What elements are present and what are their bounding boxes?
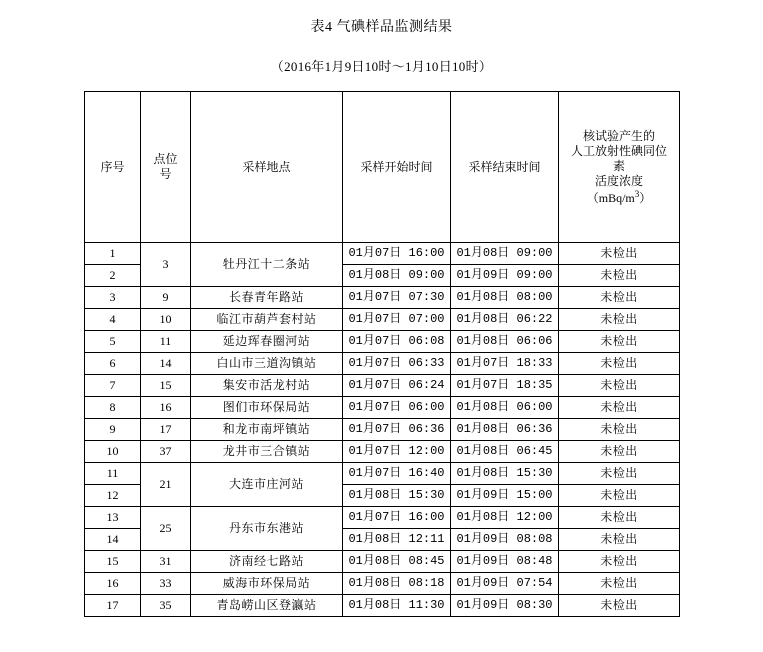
cell-site-no: 37 xyxy=(141,441,191,463)
column-header-isotope-activity xyxy=(559,92,680,243)
cell-result: 未检出 xyxy=(559,287,680,309)
cell-end-time: 01月09日 09:00 xyxy=(451,265,559,287)
cell-place: 延边珲春圈河站 xyxy=(191,331,343,353)
column-header-site-no-line1: 点位 xyxy=(153,152,178,166)
isotope-header-unit xyxy=(559,189,679,206)
column-header-site-no xyxy=(141,92,191,243)
cell-place: 丹东市东港站 xyxy=(191,507,343,551)
cell-place: 和龙市南坪镇站 xyxy=(191,419,343,441)
isotope-unit-prefix: （mBq/m xyxy=(586,190,635,205)
table-row xyxy=(85,595,680,617)
cell-place: 牡丹江十二条站 xyxy=(191,243,343,287)
column-header-site-no-line2: 号 xyxy=(159,167,172,181)
cell-end-time: 01月09日 07:54 xyxy=(451,573,559,595)
cell-end-time: 01月07日 18:33 xyxy=(451,353,559,375)
cell-site-no: 9 xyxy=(141,287,191,309)
table-row xyxy=(85,309,680,331)
cell-result: 未检出 xyxy=(559,595,680,617)
cell-result: 未检出 xyxy=(559,529,680,551)
cell-place: 青岛崂山区登瀛站 xyxy=(191,595,343,617)
cell-seq: 11 xyxy=(85,463,141,485)
cell-start-time: 01月07日 07:30 xyxy=(343,287,451,309)
cell-end-time: 01月08日 06:45 xyxy=(451,441,559,463)
column-header-end-time: 采样结束时间 xyxy=(451,92,559,243)
cell-place: 集安市活龙村站 xyxy=(191,375,343,397)
cell-start-time: 01月07日 06:33 xyxy=(343,353,451,375)
cell-site-no: 14 xyxy=(141,353,191,375)
cell-result: 未检出 xyxy=(559,573,680,595)
table-row xyxy=(85,397,680,419)
table-row xyxy=(85,551,680,573)
table-container xyxy=(0,91,763,617)
cell-start-time: 01月07日 07:00 xyxy=(343,309,451,331)
cell-result: 未检出 xyxy=(559,507,680,529)
page-subtitle: （2016年1月9日10时～1月10日10时） xyxy=(270,59,493,74)
cell-site-no: 35 xyxy=(141,595,191,617)
cell-result: 未检出 xyxy=(559,265,680,287)
table-body xyxy=(85,243,680,617)
cell-end-time: 01月09日 08:48 xyxy=(451,551,559,573)
cell-start-time: 01月08日 08:18 xyxy=(343,573,451,595)
cell-seq: 3 xyxy=(85,287,141,309)
cell-seq: 17 xyxy=(85,595,141,617)
cell-end-time: 01月08日 06:22 xyxy=(451,309,559,331)
cell-seq: 12 xyxy=(85,485,141,507)
cell-site-no: 15 xyxy=(141,375,191,397)
cell-start-time: 01月08日 12:11 xyxy=(343,529,451,551)
cell-result: 未检出 xyxy=(559,441,680,463)
cell-seq: 7 xyxy=(85,375,141,397)
column-header-seq: 序号 xyxy=(85,92,141,243)
cell-seq: 16 xyxy=(85,573,141,595)
cell-result: 未检出 xyxy=(559,485,680,507)
cell-seq: 9 xyxy=(85,419,141,441)
isotope-unit-exponent: 3 xyxy=(634,188,640,199)
cell-seq: 5 xyxy=(85,331,141,353)
cell-end-time: 01月09日 08:08 xyxy=(451,529,559,551)
isotope-header-line1: 核试验产生的 xyxy=(582,128,655,143)
page-title: 表4 气碘样品监测结果 xyxy=(310,20,453,35)
cell-seq: 13 xyxy=(85,507,141,529)
cell-end-time: 01月08日 09:00 xyxy=(451,243,559,265)
cell-site-no: 21 xyxy=(141,463,191,507)
cell-seq: 8 xyxy=(85,397,141,419)
cell-end-time: 01月08日 08:00 xyxy=(451,287,559,309)
cell-end-time: 01月09日 08:30 xyxy=(451,595,559,617)
cell-start-time: 01月08日 09:00 xyxy=(343,265,451,287)
cell-seq: 15 xyxy=(85,551,141,573)
cell-result: 未检出 xyxy=(559,331,680,353)
monitoring-results-table xyxy=(84,91,680,617)
cell-site-no: 16 xyxy=(141,397,191,419)
table-header xyxy=(85,92,680,243)
column-header-start-time: 采样开始时间 xyxy=(343,92,451,243)
cell-start-time: 01月07日 06:00 xyxy=(343,397,451,419)
cell-seq: 6 xyxy=(85,353,141,375)
cell-result: 未检出 xyxy=(559,463,680,485)
cell-end-time: 01月07日 18:35 xyxy=(451,375,559,397)
cell-result: 未检出 xyxy=(559,419,680,441)
isotope-unit-suffix: ） xyxy=(639,190,652,205)
table-row xyxy=(85,331,680,353)
table-row xyxy=(85,441,680,463)
cell-seq: 10 xyxy=(85,441,141,463)
cell-site-no: 3 xyxy=(141,243,191,287)
cell-seq: 4 xyxy=(85,309,141,331)
cell-start-time: 01月07日 16:00 xyxy=(343,507,451,529)
cell-place: 白山市三道沟镇站 xyxy=(191,353,343,375)
table-row xyxy=(85,243,680,265)
cell-seq: 14 xyxy=(85,529,141,551)
isotope-header-line3: 素 xyxy=(612,158,625,173)
cell-result: 未检出 xyxy=(559,397,680,419)
cell-start-time: 01月07日 06:24 xyxy=(343,375,451,397)
table-row xyxy=(85,419,680,441)
cell-site-no: 31 xyxy=(141,551,191,573)
table-row xyxy=(85,375,680,397)
document-page xyxy=(0,16,763,652)
isotope-header-line4: 活度浓度 xyxy=(594,173,643,188)
cell-end-time: 01月08日 06:00 xyxy=(451,397,559,419)
cell-place: 临江市葫芦套村站 xyxy=(191,309,343,331)
cell-end-time: 01月09日 15:00 xyxy=(451,485,559,507)
cell-start-time: 01月07日 16:40 xyxy=(343,463,451,485)
cell-start-time: 01月07日 16:00 xyxy=(343,243,451,265)
cell-start-time: 01月08日 08:45 xyxy=(343,551,451,573)
isotope-header-line2: 人工放射性碘同位 xyxy=(570,143,667,158)
table-row xyxy=(85,507,680,529)
column-header-place: 采样地点 xyxy=(191,92,343,243)
table-row xyxy=(85,353,680,375)
cell-result: 未检出 xyxy=(559,309,680,331)
cell-seq: 2 xyxy=(85,265,141,287)
cell-result: 未检出 xyxy=(559,551,680,573)
cell-place: 威海市环保局站 xyxy=(191,573,343,595)
table-row xyxy=(85,287,680,309)
cell-result: 未检出 xyxy=(559,243,680,265)
table-row xyxy=(85,573,680,595)
cell-start-time: 01月07日 06:36 xyxy=(343,419,451,441)
cell-place: 大连市庄河站 xyxy=(191,463,343,507)
cell-seq: 1 xyxy=(85,243,141,265)
cell-result: 未检出 xyxy=(559,375,680,397)
cell-end-time: 01月08日 15:30 xyxy=(451,463,559,485)
cell-place: 图们市环保局站 xyxy=(191,397,343,419)
cell-place: 龙井市三合镇站 xyxy=(191,441,343,463)
cell-result: 未检出 xyxy=(559,353,680,375)
cell-end-time: 01月08日 06:36 xyxy=(451,419,559,441)
cell-end-time: 01月08日 12:00 xyxy=(451,507,559,529)
cell-site-no: 10 xyxy=(141,309,191,331)
cell-start-time: 01月07日 12:00 xyxy=(343,441,451,463)
cell-start-time: 01月07日 06:08 xyxy=(343,331,451,353)
cell-site-no: 17 xyxy=(141,419,191,441)
cell-site-no: 25 xyxy=(141,507,191,551)
cell-end-time: 01月08日 06:06 xyxy=(451,331,559,353)
cell-start-time: 01月08日 11:30 xyxy=(343,595,451,617)
table-header-row xyxy=(85,92,680,243)
table-row xyxy=(85,463,680,485)
cell-place: 长春青年路站 xyxy=(191,287,343,309)
cell-place: 济南经七路站 xyxy=(191,551,343,573)
cell-start-time: 01月08日 15:30 xyxy=(343,485,451,507)
cell-site-no: 33 xyxy=(141,573,191,595)
cell-site-no: 11 xyxy=(141,331,191,353)
